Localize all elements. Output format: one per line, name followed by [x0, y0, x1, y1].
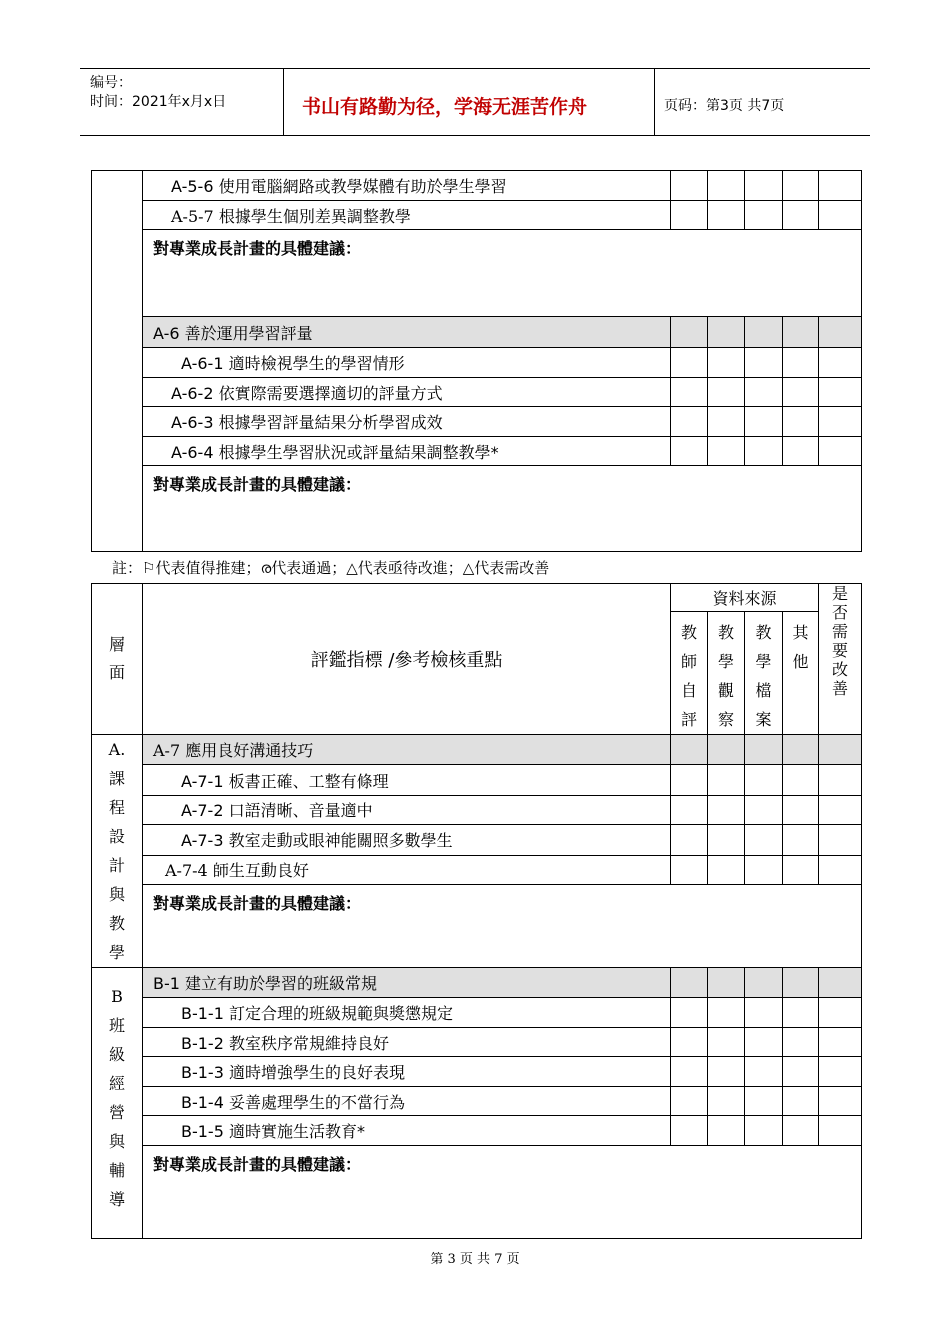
check-cell[interactable]	[745, 855, 783, 884]
check-cell[interactable]	[708, 317, 745, 348]
check-cell[interactable]	[819, 378, 862, 407]
header-level	[92, 584, 143, 735]
check-cell[interactable]	[783, 407, 819, 437]
check-cell[interactable]	[671, 968, 708, 998]
check-cell[interactable]	[671, 171, 708, 201]
check-cell[interactable]	[671, 765, 708, 795]
check-cell[interactable]	[671, 1028, 708, 1057]
legend-note: 註：⚐代表值得推建；ര代表通過；△代表亟待改進；△代表需改善	[112, 559, 550, 577]
check-cell[interactable]	[671, 348, 708, 378]
check-cell[interactable]	[708, 1028, 745, 1057]
level-b-label: B班級經營與輔導	[108, 987, 125, 1209]
check-cell[interactable]	[819, 1116, 862, 1146]
check-cell[interactable]	[783, 968, 819, 998]
check-cell[interactable]	[745, 407, 783, 437]
check-cell[interactable]	[708, 735, 745, 765]
check-cell[interactable]	[745, 795, 783, 824]
check-cell[interactable]	[783, 317, 819, 348]
check-cell[interactable]	[819, 968, 862, 998]
section-a-7: A-7 應用良好溝通技巧	[143, 735, 671, 765]
check-cell[interactable]	[819, 765, 862, 795]
check-cell[interactable]	[745, 765, 783, 795]
header-observation: 教學觀察	[708, 612, 745, 735]
header-page-label: 页码：第3页 共7页	[664, 98, 785, 114]
check-cell[interactable]	[783, 348, 819, 378]
indicator-a-6-4: A-6-4 根據學生學習狀況或評量結果調整教學*	[143, 437, 671, 466]
check-cell[interactable]	[819, 855, 862, 884]
check-cell[interactable]	[671, 795, 708, 824]
check-cell[interactable]	[819, 1028, 862, 1057]
evaluation-table-continued	[91, 170, 862, 552]
header-divider	[654, 68, 655, 135]
check-cell[interactable]	[708, 171, 745, 201]
check-cell[interactable]	[708, 437, 745, 466]
check-cell[interactable]	[671, 201, 708, 230]
indicator-a-7-3: A-7-3 教室走動或眼神能關照多數學生	[143, 825, 671, 855]
check-cell[interactable]	[783, 998, 819, 1028]
suggestion-field[interactable]: 對專業成長計畫的具體建議：	[143, 230, 862, 317]
check-cell[interactable]	[745, 1087, 783, 1116]
indicator-a-7-2: A-7-2 口語清晰、音量適中	[143, 795, 671, 824]
check-cell[interactable]	[783, 1116, 819, 1146]
indicator-a-6-3: A-6-3 根據學習評量結果分析學習成效	[143, 407, 671, 437]
header-needs-improvement-label: 是否需要改善	[832, 584, 849, 698]
check-cell[interactable]	[671, 1057, 708, 1087]
evaluation-table	[91, 583, 862, 1239]
check-cell[interactable]	[708, 968, 745, 998]
check-cell[interactable]	[783, 1087, 819, 1116]
document-date-label: 时间：2021年x月x日	[90, 94, 227, 110]
indicator-a-6-1: A-6-1 適時檢視學生的學習情形	[143, 348, 671, 378]
indicator-a-5-7: A-5-7 根據學生個別差異調整教學	[143, 201, 671, 230]
header-teacher-self: 教師自評	[671, 612, 708, 735]
check-cell[interactable]	[819, 407, 862, 437]
check-cell[interactable]	[819, 735, 862, 765]
check-cell[interactable]	[745, 825, 783, 855]
indicator-b-1-3: B-1-3 適時增強學生的良好表現	[143, 1057, 671, 1087]
check-cell[interactable]	[671, 998, 708, 1028]
check-cell[interactable]	[708, 348, 745, 378]
page-footer: 第 3 页 共 7 页	[430, 1252, 520, 1267]
level-a-cell	[92, 735, 143, 968]
check-cell[interactable]	[783, 765, 819, 795]
level-a-label: A.課程設計與教學	[108, 740, 126, 962]
indicator-b-1-2: B-1-2 教室秩序常規維持良好	[143, 1028, 671, 1057]
check-cell[interactable]	[745, 437, 783, 466]
check-cell[interactable]	[708, 765, 745, 795]
header-top-rule	[80, 68, 870, 69]
check-cell[interactable]	[708, 1057, 745, 1087]
check-cell[interactable]	[819, 317, 862, 348]
check-cell[interactable]	[708, 855, 745, 884]
indicator-a-5-6: A-5-6 使用電腦網路或教學媒體有助於學生學習	[143, 171, 671, 201]
check-cell[interactable]	[708, 998, 745, 1028]
check-cell[interactable]	[708, 407, 745, 437]
check-cell[interactable]	[783, 825, 819, 855]
check-cell[interactable]	[708, 825, 745, 855]
check-cell[interactable]	[783, 1028, 819, 1057]
check-cell[interactable]	[745, 201, 783, 230]
check-cell[interactable]	[783, 171, 819, 201]
indicator-b-1-1: B-1-1 訂定合理的班級規範與獎懲規定	[143, 998, 671, 1028]
indicator-a-7-1: A-7-1 板書正確、工整有條理	[143, 765, 671, 795]
header-portfolio: 教學檔案	[745, 612, 783, 735]
check-cell[interactable]	[745, 998, 783, 1028]
header-data-source: 資料來源	[671, 584, 819, 612]
check-cell[interactable]	[671, 437, 708, 466]
check-cell[interactable]	[819, 437, 862, 466]
header-divider	[283, 68, 284, 135]
check-cell[interactable]	[819, 1057, 862, 1087]
check-cell[interactable]	[819, 201, 862, 230]
header-motto: 书山有路勤为径，学海无涯苦作舟	[302, 96, 588, 118]
check-cell[interactable]	[783, 201, 819, 230]
check-cell[interactable]	[783, 855, 819, 884]
check-cell[interactable]	[671, 317, 708, 348]
check-cell[interactable]	[708, 201, 745, 230]
check-cell[interactable]	[671, 735, 708, 765]
header-bottom-rule	[80, 135, 870, 136]
check-cell[interactable]	[783, 378, 819, 407]
check-cell[interactable]	[819, 998, 862, 1028]
header-level-label: 層面	[108, 635, 125, 682]
check-cell[interactable]	[745, 968, 783, 998]
check-cell[interactable]	[671, 378, 708, 407]
check-cell[interactable]	[745, 171, 783, 201]
header-indicator: 評鑑指標 /參考檢核重點	[143, 584, 671, 735]
check-cell[interactable]	[745, 1057, 783, 1087]
check-cell[interactable]	[783, 795, 819, 824]
check-cell[interactable]	[783, 735, 819, 765]
indicator-b-1-5: B-1-5 適時實施生活教育*	[143, 1116, 671, 1146]
header-other: 其他	[783, 612, 819, 735]
check-cell[interactable]	[819, 171, 862, 201]
check-cell[interactable]	[745, 1028, 783, 1057]
header-needs-improvement	[819, 584, 862, 735]
indicator-b-1-4: B-1-4 妥善處理學生的不當行為	[143, 1087, 671, 1116]
check-cell[interactable]	[783, 1057, 819, 1087]
check-cell[interactable]	[783, 437, 819, 466]
check-cell[interactable]	[819, 1087, 862, 1116]
check-cell[interactable]	[708, 795, 745, 824]
check-cell[interactable]	[819, 825, 862, 855]
check-cell[interactable]	[708, 1116, 745, 1146]
check-cell[interactable]	[708, 378, 745, 407]
level-b-cell	[92, 968, 143, 1239]
section-a-6: A-6 善於運用學習評量	[143, 317, 671, 348]
check-cell[interactable]	[745, 378, 783, 407]
check-cell[interactable]	[671, 1087, 708, 1116]
check-cell[interactable]	[819, 348, 862, 378]
document-number-label: 编号：	[90, 75, 132, 91]
check-cell[interactable]	[745, 317, 783, 348]
check-cell[interactable]	[745, 348, 783, 378]
check-cell[interactable]	[671, 407, 708, 437]
check-cell[interactable]	[745, 735, 783, 765]
check-cell[interactable]	[671, 855, 708, 884]
suggestion-field[interactable]: 對專業成長計畫的具體建議：	[143, 466, 862, 552]
check-cell[interactable]	[708, 1087, 745, 1116]
suggestion-field[interactable]: 對專業成長計畫的具體建議：	[143, 1146, 862, 1239]
section-b-1: B-1 建立有助於學習的班級常規	[143, 968, 671, 998]
level-cell-empty	[92, 171, 143, 552]
check-cell[interactable]	[819, 795, 862, 824]
check-cell[interactable]	[745, 1116, 783, 1146]
indicator-a-6-2: A-6-2 依實際需要選擇適切的評量方式	[143, 378, 671, 407]
check-cell[interactable]	[671, 825, 708, 855]
indicator-a-7-4: A-7-4 師生互動良好	[143, 855, 671, 884]
check-cell[interactable]	[671, 1116, 708, 1146]
suggestion-field[interactable]: 對專業成長計畫的具體建議：	[143, 884, 862, 967]
